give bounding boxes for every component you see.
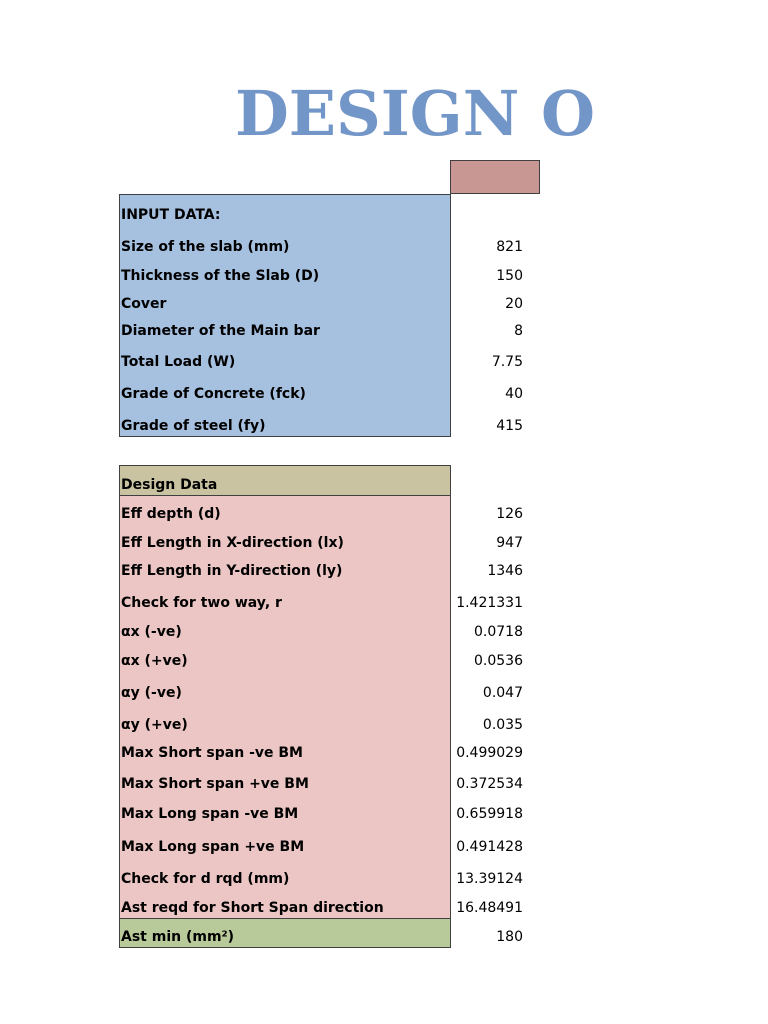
row-value: 821 bbox=[496, 239, 523, 255]
row-label: Max Long span +ve BM bbox=[121, 839, 305, 855]
row-label: Diameter of the Main bar bbox=[121, 323, 320, 339]
row-label: αy (+ve) bbox=[121, 717, 188, 733]
row-value: 0.0536 bbox=[474, 653, 523, 669]
row-label: Grade of Concrete (fck) bbox=[121, 386, 306, 402]
table-row[interactable] bbox=[0, 742, 526, 764]
row-value: 0.0718 bbox=[474, 624, 523, 640]
row-value: 1.421331 bbox=[456, 595, 523, 611]
row-label: Max Short span +ve BM bbox=[121, 776, 309, 792]
table-row[interactable] bbox=[0, 592, 526, 614]
table-row[interactable] bbox=[0, 383, 526, 405]
table-row[interactable] bbox=[0, 682, 526, 704]
row-value: 1346 bbox=[487, 563, 523, 579]
table-row[interactable] bbox=[0, 320, 526, 342]
row-label: Size of the slab (mm) bbox=[121, 239, 290, 255]
row-label: Max Short span -ve BM bbox=[121, 745, 303, 761]
row-label: Ast reqd for Short Span direction bbox=[121, 900, 384, 916]
table-row[interactable] bbox=[0, 265, 526, 287]
input-heading: INPUT DATA: bbox=[121, 207, 221, 223]
table-row[interactable] bbox=[0, 293, 526, 315]
row-value: 20 bbox=[505, 296, 523, 312]
row-label: Thickness of the Slab (D) bbox=[121, 268, 320, 284]
table-row[interactable] bbox=[0, 560, 526, 582]
row-value: 0.659918 bbox=[456, 806, 523, 822]
design-heading-row bbox=[0, 474, 526, 496]
row-value: 0.035 bbox=[482, 717, 523, 733]
table-row[interactable] bbox=[0, 532, 526, 554]
row-label: αy (-ve) bbox=[121, 685, 182, 701]
row-label: Check for two way, r bbox=[121, 595, 282, 611]
row-value: 0.372534 bbox=[456, 776, 523, 792]
table-row[interactable] bbox=[0, 351, 526, 373]
ast-min-label: Ast min (mm²) bbox=[121, 929, 235, 945]
row-label: Cover bbox=[121, 296, 167, 312]
ast-min-value: 180 bbox=[496, 929, 523, 945]
table-row[interactable] bbox=[0, 621, 526, 643]
row-value: 13.39124 bbox=[456, 871, 523, 887]
table-row[interactable] bbox=[0, 773, 526, 795]
row-label: Grade of steel (fy) bbox=[121, 418, 266, 434]
row-label: Total Load (W) bbox=[121, 354, 236, 370]
row-value: 947 bbox=[496, 535, 523, 551]
input-heading-row bbox=[0, 204, 526, 226]
table-row[interactable] bbox=[0, 803, 526, 825]
row-label: Max Long span -ve BM bbox=[121, 806, 299, 822]
row-value: 0.491428 bbox=[456, 839, 523, 855]
design-heading: Design Data bbox=[121, 477, 218, 493]
table-row[interactable] bbox=[0, 236, 526, 258]
row-label: αx (+ve) bbox=[121, 653, 188, 669]
page-title: DESIGN O bbox=[235, 77, 596, 150]
table-row[interactable] bbox=[0, 415, 526, 437]
row-value: 0.047 bbox=[482, 685, 523, 701]
row-value: 415 bbox=[496, 418, 523, 434]
row-value: 7.75 bbox=[491, 354, 523, 370]
table-row[interactable] bbox=[0, 926, 526, 948]
table-row[interactable] bbox=[0, 868, 526, 890]
row-value: 126 bbox=[496, 506, 523, 522]
table-row[interactable] bbox=[0, 714, 526, 736]
row-value: 150 bbox=[496, 268, 523, 284]
row-label: Eff Length in X-direction (lx) bbox=[121, 535, 344, 551]
table-row[interactable] bbox=[0, 650, 526, 672]
row-value: 40 bbox=[505, 386, 523, 402]
row-value: 16.48491 bbox=[456, 900, 523, 916]
row-label: Eff Length in Y-direction (ly) bbox=[121, 563, 343, 579]
table-row[interactable] bbox=[0, 897, 526, 919]
row-value: 8 bbox=[514, 323, 523, 339]
table-row[interactable] bbox=[0, 503, 526, 525]
row-label: αx (-ve) bbox=[121, 624, 182, 640]
row-label: Check for d rqd (mm) bbox=[121, 871, 290, 887]
row-value: 0.499029 bbox=[456, 745, 523, 761]
row-label: Eff depth (d) bbox=[121, 506, 221, 522]
table-row[interactable] bbox=[0, 836, 526, 858]
header-cell bbox=[450, 160, 540, 194]
